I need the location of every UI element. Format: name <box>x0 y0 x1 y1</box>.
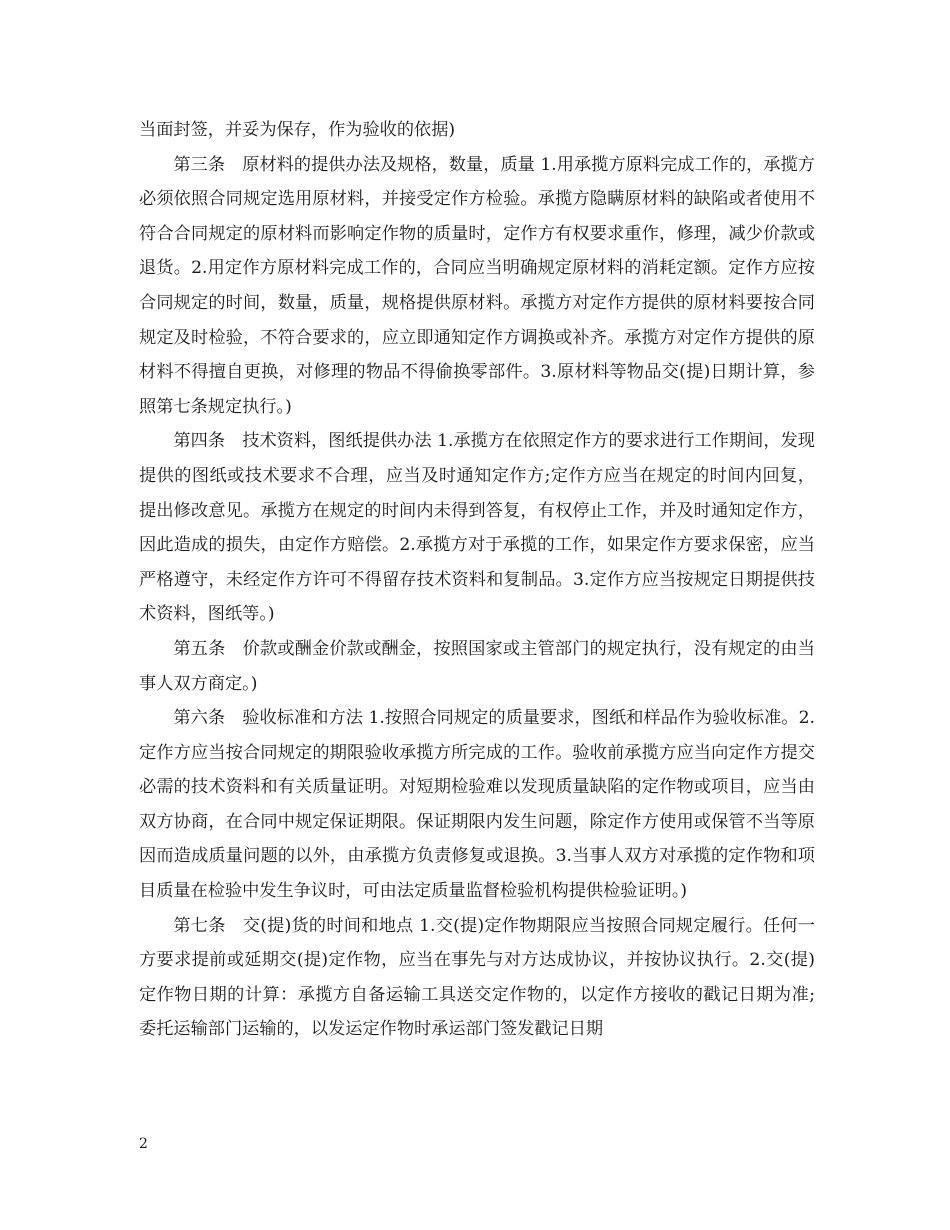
article-3 <box>139 148 815 425</box>
document-body <box>139 113 815 1047</box>
article-text: 技术资料，图纸提供办法 1.承揽方在依照定作方的要求进行工作期间，发现提供的图纸或技术要求不合理，应当及时通知定作方;定作方应当在规定的时间内回复，提出修改意见。承揽方在规定的时间内未得到答复，有权停止工作，并及时通知定作方，因此造成的损失，由定作方赔偿。2.承揽方对于承揽的工作，如果定作方要求保密，应当严格遵守，未经定作方许可不得留存技术资料和复制品。3.定作方应当按规定日期提供技术资料，图纸等。) <box>139 431 815 625</box>
article-label: 第四条 <box>173 431 226 452</box>
article-text: 验收标准和方法 1.按照合同规定的质量要求，图纸和样品作为验收标准。2.定作方应当按合同规定的期限验收承揽方所完成的工作。验收前承揽方应当向定作方提交必需的技术资料和有关质量证明。对短期检验难以发现质量缺陷的定作物或项目，应当由双方协商，在合同中规定保证期限。保证期限内发生问题，除定作方使用或保管不当等原因而造成质量问题的以外，由承揽方负责修复或退换。3.当事人双方对承揽的定作物和项目质量在检验中发生争议时，可由法定质量监督检验机构提供检验证明。) <box>139 708 815 902</box>
article-6 <box>139 701 815 909</box>
article-label: 第三条 <box>173 154 226 175</box>
article-text: 原材料的提供办法及规格，数量，质量 1.用承揽方原料完成工作的，承揽方必须依照合同规定选用原材料，并接受定作方检验。承揽方隐瞒原材料的缺陷或者使用不符合合同规定的原材料而影响定作物的质量时，定作方有权要求重作，修理，减少价款或退货。2.用定作方原材料完成工作的，合同应当明确规定原材料的消耗定额。定作方应按合同规定的时间，数量，质量，规格提供原材料。承揽方对定作方提供的原材料要按合同规定及时检验，不符合要求的，应立即通知定作方调换或补齐。承揽方对定作方提供的原材料不得擅自更换，对修理的物品不得偷换零部件。3.原材料等物品交(提)日期计算，参照第七条规定执行。) <box>139 154 815 417</box>
article-label: 第六条 <box>173 708 226 729</box>
paragraph-continuation <box>139 113 815 148</box>
page-number: 2 <box>139 1136 148 1152</box>
article-label: 第五条 <box>173 638 226 659</box>
article-text: 价款或酬金价款或酬金，按照国家或主管部门的规定执行，没有规定的由当事人双方商定。) <box>139 638 815 694</box>
article-text: 交(提)货的时间和地点 1.交(提)定作物期限应当按照合同规定履行。任何一方要求提前或延期交(提)定作物，应当在事先与对方达成协议，并按协议执行。2.交(提)定作物日期的计算：承揽方自备运输工具送交定作物的，以定作方接收的戳记日期为准;委托运输部门运输的，以发运定作物时承运部门签发戳记日期 <box>139 915 815 1040</box>
article-label: 第七条 <box>173 915 226 936</box>
article-4 <box>139 424 815 632</box>
article-5 <box>139 632 815 701</box>
article-7 <box>139 909 815 1047</box>
paragraph-text: 当面封签，并妥为保存，作为验收的依据) <box>139 120 456 140</box>
